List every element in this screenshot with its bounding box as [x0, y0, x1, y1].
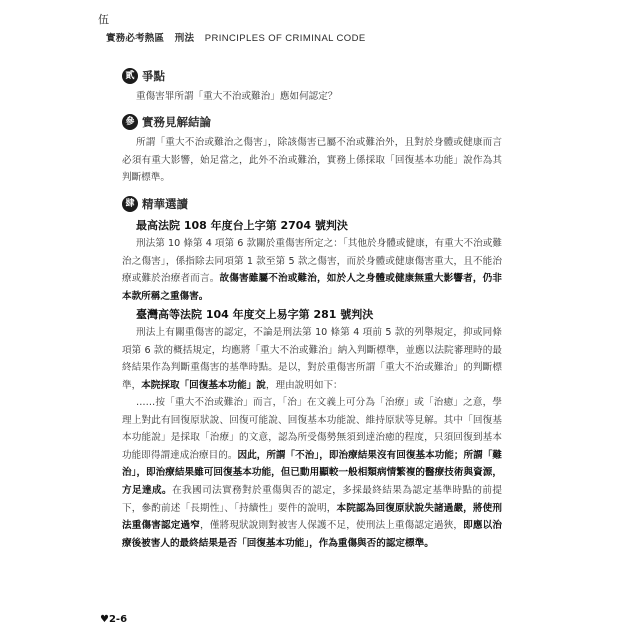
conclusion-text: 所謂「重大不治或難治之傷害」，除該傷害已屬不治或難治外，且對於身體或健康而言必須有重大影響，始足當之，此外不治或難治，實務上係採取「回復基本功能」說作為其判斷標準。 — [122, 137, 502, 184]
case1-text-plain: 刑法第 10 條第 4 項第 6 款關於重傷害所定之：「其他於身體或健康，有重大不治或難治之傷害」，係指除去同項第 1 款至第 5 款之傷害，而於身體或健康傷害重大，且不能治療或難於治療者而言。 — [122, 238, 502, 285]
section-title-issue: 爭點 — [142, 69, 165, 83]
case2-p1-plain: 刑法上有關重傷害的認定，不論是刑法第 10 條第 4 項前 5 款的列舉規定，抑或同條項第 6 款的概括規定，均應將「重大不治或難治」納入判斷標準，並應以法院審理時的最終結果作為判斷重傷害的基準時點。是以，對於重傷害所謂「重大不治或難治」的判斷標準， — [122, 327, 502, 391]
case1-text — [122, 235, 502, 305]
section-selection-heading — [122, 196, 188, 212]
chapter-mark: 伍 — [98, 13, 109, 26]
section-title-selection: 精華選讀 — [142, 197, 188, 211]
page-header — [98, 14, 558, 42]
case2-paragraph-2 — [122, 394, 502, 552]
section-title-conclusion: 實務見解結論 — [142, 115, 211, 129]
header-title-zh: 實務必考熱區 — [106, 33, 165, 44]
page-number-value: 2-6 — [108, 614, 128, 625]
case2-paragraph-1 — [122, 324, 502, 394]
header-title — [106, 30, 366, 44]
case2-p2-bold3: 即應以治療後被害人的最終結果是否「回復基本功能」，作為重傷與否的認定標準。 — [122, 520, 503, 549]
case2-p2-plain1: ……按「重大不治或難治」而言，「治」在文義上可分為「治療」或「治癒」之意，學理上對此有回復原狀說、回復可能說、回復基本功能說、維持原狀等見解。其中「回復基本功能說」是採取「治療」的文意，認為所受傷勢無須到達治癒的程度，只須回復到基本功能即得謂達成治療目的。 — [122, 397, 502, 461]
section-badge-conclusion: 參 — [122, 114, 138, 130]
case1-title: 最高法院 108 年度台上字第 2704 號判決 — [136, 219, 348, 232]
case2-p1-bold: 本院採取「回復基本功能」說 — [141, 379, 266, 391]
case2-p2-bold1: 因此，所謂「不治」，即治療結果沒有回復基本功能；所謂「難治」，即治療結果雖可回復基本功能，但已動用顯較一般相類病情繁複的醫療技術與資源，方足達成。 — [122, 449, 503, 496]
case2-p2-bold2: 本院認為回復原狀說失諸過嚴，將使刑法重傷害認定過窄 — [122, 502, 503, 532]
section-conclusion-heading — [122, 114, 211, 130]
case2-p2-plain2: 在我國司法實務對於重傷與否的認定，多採最終結果為認定基準時點的前提下，參酌前述「長期性」、「持續性」要件的說明， — [122, 484, 503, 514]
section-badge-selection: 肆 — [122, 196, 138, 212]
page-number — [100, 614, 127, 625]
header-title-sep: 刑法 — [174, 33, 195, 44]
case2-title: 臺灣高等法院 104 年度交上易字第 281 號判決 — [136, 308, 374, 321]
issue-text: 重傷害罪所謂「重大不治或難治」應如何認定？ — [136, 91, 338, 102]
case2-p2-plain3: ，僅將現狀說則對被害人保護不足，使刑法上重傷認定過狹， — [199, 520, 464, 532]
section-issue-heading — [122, 68, 165, 84]
case1-text-bold: 故傷害雖屬不治或難治，如於人之身體或健康無重大影響者，仍非本款所稱之重傷害。 — [122, 273, 503, 302]
page-number-prefix: ♥ — [100, 614, 109, 625]
section-badge-issue: 貳 — [122, 68, 138, 84]
case2-p1-tail: ，理由說明如下： — [265, 379, 343, 391]
header-title-en: PRINCIPLES OF CRIMINAL CODE — [204, 33, 366, 44]
